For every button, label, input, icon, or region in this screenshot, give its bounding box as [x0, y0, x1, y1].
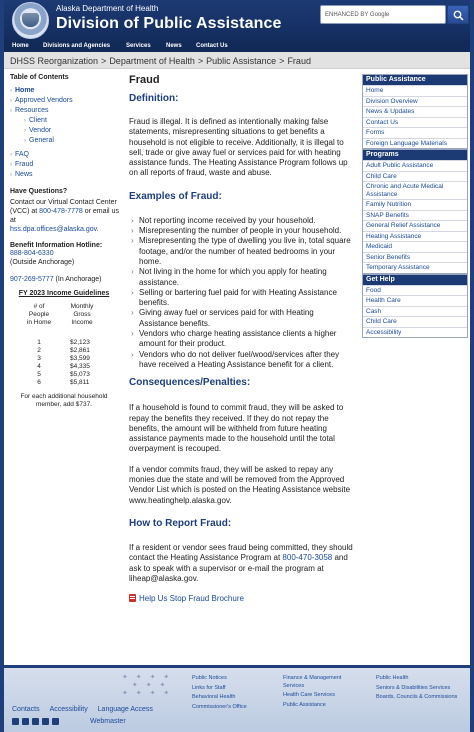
footer-link[interactable]: Behavioral Health [192, 694, 236, 700]
footer-link[interactable]: Seniors & Disabilities Services [376, 684, 451, 691]
income-table-rows [10, 339, 120, 387]
right-section-title: Programs [363, 150, 467, 160]
income-amount: $4,335 [70, 363, 90, 370]
search-icon [453, 10, 464, 21]
right-nav-item[interactable]: Child Care [363, 316, 467, 327]
toc-link[interactable]: Approved Vendors [15, 97, 73, 104]
consequences-text-2: If a vendor commits fraud, they will be asked to repay any monies due the state and will be removed from the Approved Vendor List which is posted on the Heating Assistance website www.heatinghelp.alaska.gov. [129, 464, 351, 505]
hotline-title: Benefit Information Hotline: [10, 242, 103, 249]
main-content [129, 74, 353, 603]
toc-item[interactable] [10, 150, 120, 160]
toc-link[interactable]: Vendor [29, 127, 52, 134]
toc-item[interactable] [10, 136, 120, 146]
toc-link[interactable]: Fraud [15, 161, 34, 168]
right-nav-item[interactable]: News & Updates [363, 106, 467, 117]
breadcrumb-health[interactable]: Department of Health [109, 56, 195, 66]
right-nav-item[interactable]: Home [363, 85, 467, 96]
twitter-icon[interactable] [22, 718, 29, 725]
agency-name[interactable]: Alaska Department of Health [56, 4, 159, 13]
footer-contacts-link[interactable]: Contacts [12, 706, 40, 713]
search-input[interactable]: ENHANCED BY Google [320, 5, 446, 24]
chevron-right-icon: › [24, 138, 26, 144]
nav-divisions[interactable]: Divisions and Agencies [43, 43, 111, 49]
right-nav-item[interactable]: Heating Assistance [363, 231, 467, 242]
footer-link[interactable]: Public Notices [192, 675, 227, 681]
right-nav-item[interactable]: Foreign Language Materials [363, 138, 467, 149]
right-section-title: Get Help [363, 275, 467, 285]
site-footer [4, 665, 470, 732]
income-people: 1 [37, 339, 41, 346]
footer-bottom-links [12, 706, 153, 713]
right-nav-item[interactable]: Accessibility [363, 327, 467, 338]
toc-item[interactable] [10, 86, 120, 96]
consequences-text-1: If a household is found to commit fraud, they will be asked to repay the benefits they received. If they do not repay the benefits, the amount will be withheld from future heating assistance payments made to the household until the total overpayment is recouped. [129, 403, 344, 454]
toc-link[interactable]: Resources [15, 107, 49, 114]
income-amount: $3,599 [70, 355, 90, 362]
state-seal-icon[interactable] [12, 2, 49, 39]
report-text: If a resident or vendor sees fraud being committed, they should contact the Heating Assistance Program at 800-470-3058 and ask to speak with a supervisor or e-mail the program at liheap@alaska.gov. [129, 542, 353, 583]
chevron-right-icon: › [24, 118, 26, 124]
report-phone-link[interactable]: 800-470-3058 [282, 553, 333, 563]
right-nav-item[interactable]: Child Care [363, 171, 467, 182]
income-row [10, 347, 120, 355]
brochure-link[interactable]: Help Us Stop Fraud Brochure [139, 594, 244, 604]
footer-accessibility-link[interactable]: Accessibility [49, 706, 88, 713]
footer-col-1 [192, 675, 272, 713]
right-nav-item[interactable]: Senior Benefits [363, 252, 467, 263]
breadcrumb: DHSS Reorganization > Department of Health > Public Assistance > Fraud [4, 52, 470, 69]
income-people: 6 [37, 379, 41, 386]
right-section [362, 149, 468, 274]
toc-item[interactable] [10, 106, 120, 116]
right-nav-item[interactable]: Cash [363, 306, 467, 317]
chevron-right-icon: › [24, 128, 26, 134]
chevron-right-icon: › [10, 152, 12, 158]
top-nav [4, 41, 470, 52]
footer-link[interactable]: Links for Staff [192, 684, 226, 691]
page-title: Fraud [129, 74, 160, 86]
income-row [10, 371, 120, 379]
income-col-monthly: Monthly Gross Income [70, 303, 94, 326]
questions-text: Contact our Virtual Contact Center (VCC) at 800-478-7778 or email us at hss.dpa.offices@alaska.gov. [10, 199, 119, 233]
chevron-right-icon: › [10, 172, 12, 178]
breadcrumb-reorg[interactable]: DHSS Reorganization [10, 56, 99, 66]
income-row [10, 339, 120, 347]
fraud-example-item: › Vendors who do not deliver fuel/wood/services after they have received a Heating Assistance benefit for a client. [129, 350, 353, 371]
email-link[interactable]: hss.dpa.offices@alaska.gov [10, 226, 97, 233]
examples-list [129, 216, 353, 370]
fraud-example-item: › Not reporting income received by your household. [129, 216, 353, 226]
toc-link[interactable]: Home [15, 87, 35, 94]
right-nav-item[interactable]: Chronic and Acute Medical Assistance [363, 181, 467, 199]
income-people: 3 [37, 355, 41, 362]
questions-title: Have Questions? [10, 188, 68, 195]
income-people: 5 [37, 371, 41, 378]
right-nav-item[interactable]: Temporary Assistance [363, 262, 467, 273]
fraud-example-item: › Selling or bartering fuel paid for with Heating Assistance benefits. [129, 288, 353, 309]
income-amount: $5,073 [70, 371, 90, 378]
hotline-text: 888-804-6330 (Outside Anchorage) [10, 250, 75, 266]
pdf-icon [129, 594, 136, 602]
nav-services[interactable]: Services [126, 43, 151, 49]
social-icons [12, 718, 62, 727]
fraud-example-item: › Giving away fuel or services paid for with Heating Assistance benefits. [129, 308, 353, 329]
fraud-example-item: › Misrepresenting the type of dwelling you live in, total square footage, and/or the number of heated bedrooms in your home. [129, 236, 353, 267]
footer-language-link[interactable]: Language Access [97, 706, 153, 713]
fraud-example-item: › Not living in the home for which you apply for heating assistance. [129, 267, 353, 288]
definition-heading: Definition: [129, 93, 179, 104]
income-note: For each additional household member, add $737. [20, 393, 108, 408]
income-guidelines-title[interactable]: FY 2023 Income Guidelines [18, 290, 110, 297]
toc-item[interactable] [10, 116, 120, 126]
right-nav-item[interactable]: Food [363, 285, 467, 296]
footer-link[interactable]: Finance & Management Services [283, 675, 342, 689]
left-sidebar [10, 74, 120, 409]
footer-link[interactable]: Health Care Services [283, 692, 335, 698]
income-table-header [10, 303, 120, 331]
toc-item[interactable] [10, 96, 120, 106]
right-nav-item[interactable]: Division Overview [363, 96, 467, 107]
right-nav-item[interactable]: Adult Public Assistance [363, 160, 467, 171]
right-section-title: Public Assistance [363, 75, 467, 85]
income-amount: $5,811 [70, 379, 90, 386]
site-header [4, 0, 470, 41]
toc-item[interactable] [10, 126, 120, 136]
hotline-phone-link[interactable]: 888-804-6330 [10, 250, 54, 257]
nav-contact[interactable]: Contact Us [196, 43, 228, 49]
breadcrumb-public-assistance[interactable]: Public Assistance [206, 56, 277, 66]
toc-link[interactable]: Client [29, 117, 47, 124]
footer-col-3 [376, 675, 464, 704]
right-nav-item[interactable]: General Relief Assistance [363, 220, 467, 231]
right-nav-item[interactable]: Contact Us [363, 117, 467, 128]
brochure-row [129, 594, 353, 603]
right-nav-item[interactable]: SNAP Benefits [363, 210, 467, 221]
toc-list [10, 86, 120, 180]
income-col-people: # of People in Home [26, 303, 52, 326]
search-button[interactable] [447, 5, 469, 24]
email-icon[interactable] [52, 718, 59, 725]
nav-home[interactable]: Home [12, 43, 29, 49]
right-nav-item[interactable]: Health Care [363, 295, 467, 306]
fraud-example-item: › Vendors who charge heating assistance clients a higher amount for their product. [129, 329, 353, 350]
footer-link[interactable]: Commissioner's Office [192, 703, 247, 710]
toc-title: Table of Contents [10, 74, 69, 81]
income-amount: $2,123 [70, 339, 90, 346]
chevron-right-icon: › [10, 88, 12, 94]
toc-item[interactable] [10, 160, 120, 170]
fraud-example-item: › Misrepresenting the number of people in your household. [129, 226, 353, 236]
nav-news[interactable]: News [166, 43, 182, 49]
right-sidebar [362, 74, 468, 338]
definition-text: Fraud is illegal. It is defined as intentionally making false statements, misrepresenting situations to get benefits a household is not eligible to receive. Additionally, it is illegal to sell, trade or give away fuel or services paid for with heating assistance funds. The Heating Assistance Program follows up on all reports of fraud, waste and abuse. [129, 117, 348, 178]
income-amount: $2,861 [70, 347, 90, 354]
toc-item[interactable] [10, 170, 120, 180]
right-section [362, 74, 468, 149]
anchorage-phone: 907-269-5777 (In Anchorage) [10, 276, 102, 283]
income-row [10, 355, 120, 363]
right-nav-item[interactable]: Forms [363, 127, 467, 138]
report-heading: How to Report Fraud: [129, 517, 232, 529]
toc-link[interactable]: General [29, 137, 54, 144]
chevron-right-icon: › [10, 162, 12, 168]
toc-link[interactable]: FAQ [15, 151, 30, 158]
toc-link[interactable]: News [15, 171, 33, 178]
income-people: 2 [37, 347, 41, 354]
flickr-icon[interactable] [32, 718, 39, 725]
vcc-phone-link[interactable]: 800-478-7778 [39, 208, 83, 215]
footer-link[interactable]: Public Assistance [283, 701, 326, 708]
footer-link[interactable]: Public Health [376, 675, 409, 681]
footer-col-2 [283, 675, 363, 711]
income-row [10, 363, 120, 371]
right-nav-item[interactable]: Medicaid [363, 241, 467, 252]
right-nav-item[interactable]: Family Nutrition [363, 199, 467, 210]
income-people: 4 [37, 363, 41, 370]
webmaster-link[interactable]: Webmaster [90, 718, 126, 725]
examples-heading: Examples of Fraud: [129, 190, 222, 202]
consequences-heading: Consequences/Penalties: [129, 377, 251, 389]
breadcrumb-current: Fraud [287, 56, 311, 66]
income-row [10, 379, 120, 387]
division-title[interactable]: Division of Public Assistance [56, 15, 282, 32]
chevron-right-icon: › [10, 108, 12, 114]
footer-link[interactable]: Boards, Councils & Commissions [376, 694, 458, 700]
youtube-icon[interactable] [42, 718, 49, 725]
right-section [362, 274, 468, 339]
star-decoration-icon: ✦ ✦ ✦ ✦ ✦ ✦ ✦ ✦ ✦ ✦ ✦ [122, 674, 173, 697]
anchorage-phone-link[interactable]: 907-269-5777 [10, 276, 54, 283]
facebook-icon[interactable] [12, 718, 19, 725]
chevron-right-icon: › [10, 98, 12, 104]
